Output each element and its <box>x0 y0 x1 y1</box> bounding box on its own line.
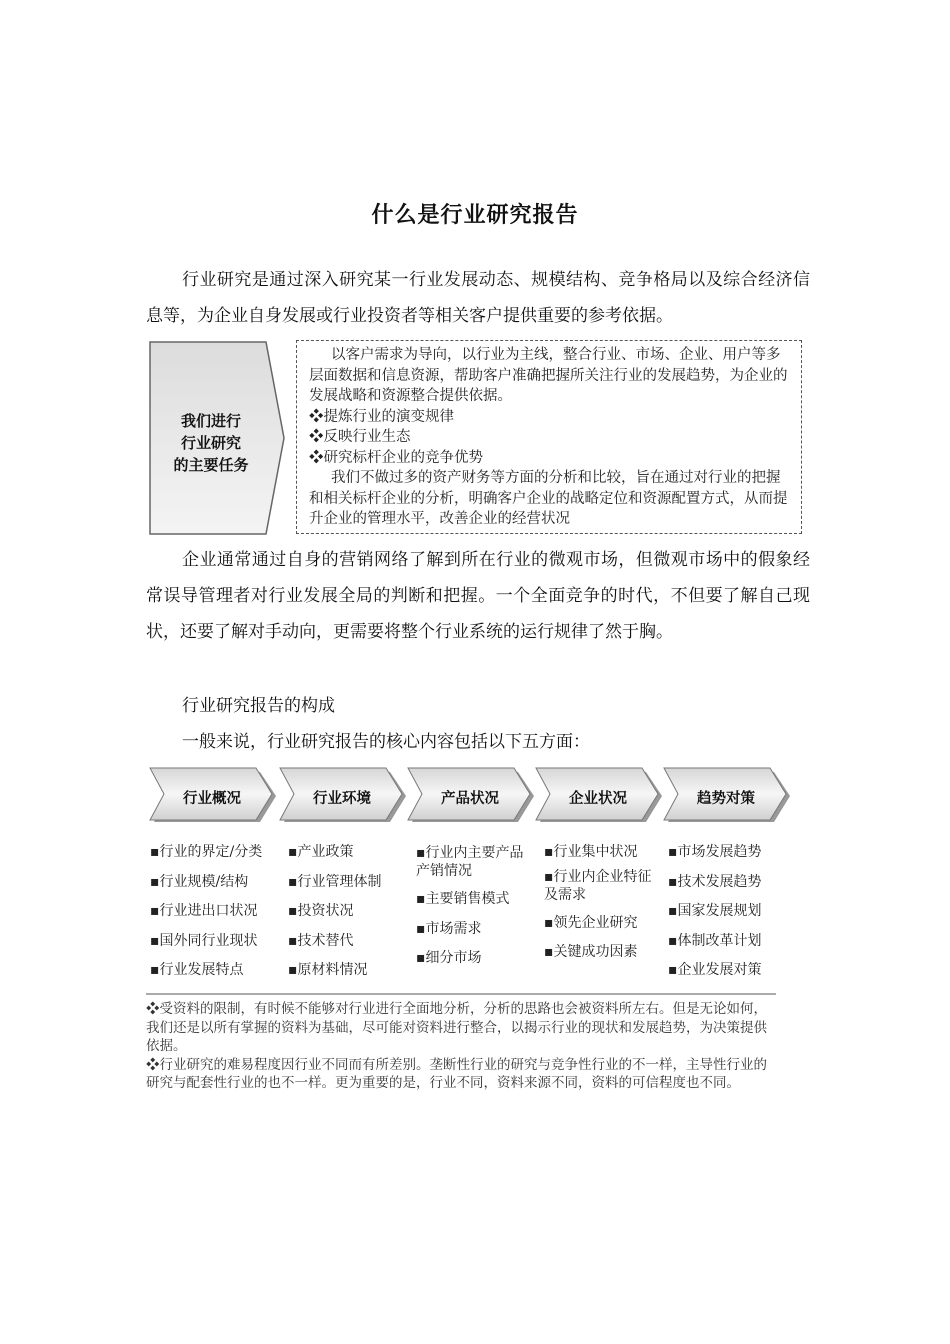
mission-label-line: 行业研究 <box>180 434 241 452</box>
list-item: ▪国家发展规划 <box>668 903 762 919</box>
list-item: ▪市场需求 <box>416 920 482 937</box>
list-item: ▪行业规模/结构 <box>150 873 249 890</box>
component-label: 行业概况 <box>183 791 241 807</box>
list-item: ▪关键成功因素 <box>544 944 638 960</box>
component-items-list <box>416 838 528 974</box>
notes-box <box>146 993 776 1121</box>
body-paragraph: 一般来说，行业研究报告的核心内容包括以下五方面： <box>182 732 590 752</box>
list-item: ▪领先企业研究 <box>544 914 638 931</box>
list-item: ▪行业进出口状况 <box>150 903 258 919</box>
component-label: 企业状况 <box>569 791 627 807</box>
list-item: ▪投资状况 <box>288 903 354 919</box>
list-item: ▪国外同行业现状 <box>150 932 258 949</box>
list-item: ▪主要销售模式 <box>416 891 510 907</box>
page-title: 什么是行业研究报告 <box>371 203 579 228</box>
mission-bullet: ❖研究标杆企业的竞争优势 <box>309 449 483 466</box>
list-item: ▪企业发展对策 <box>668 962 762 978</box>
component-items-list <box>668 838 800 986</box>
body-paragraph: 企业通常通过自身的营销网络了解到所在行业的微观市场，但微观市场中的假象经常误导管理者对行业发展全局的判断和把握。一个全面竞争的时代，不但要了解自己现状，还要了解对手动向，更需要将整个行业系统的运行规律了然于胸。 <box>146 550 810 642</box>
note-paragraph: ❖行业研究的难易程度因行业不同而有所差别。垄断性行业的研究与竞争性行业的不一样，主导性行业的研究与配套性行业的也不一样。更为重要的是，行业不同，资料来源不同，资料的可信程度也不同。 <box>146 1056 767 1091</box>
component-label: 趋势对策 <box>697 791 755 807</box>
mission-closing: 我们不做过多的资产财务等方面的分析和比较，旨在通过对行业的把握和相关标杆企业的分析，明确客户企业的战略定位和资源配置方式，从而提升企业的管理水平，改善企业的经营状况 <box>309 470 788 527</box>
list-item: ▪行业内企业特征及需求 <box>544 868 652 903</box>
list-item: ▪行业的界定/分类 <box>150 844 263 860</box>
list-item: ▪行业发展特点 <box>150 962 244 978</box>
intro-paragraph: 行业研究是通过深入研究某一行业发展动态、规模结构、竞争格局以及综合经济信息等，为企业自身发展或行业投资者等相关客户提供重要的参考依据。 <box>146 270 810 326</box>
list-item: ▪产业政策 <box>288 844 354 860</box>
list-item: ▪技术发展趋势 <box>668 873 762 890</box>
list-item: ▪行业集中状况 <box>544 844 638 860</box>
list-item: ▪行业管理体制 <box>288 873 382 890</box>
section-heading: 行业研究报告的构成 <box>182 696 335 716</box>
component-label: 行业环境 <box>313 791 371 807</box>
component-items-list <box>288 838 420 986</box>
list-item: ▪市场发展趋势 <box>668 844 762 860</box>
list-item: ▪行业内主要产品产销情况 <box>416 845 524 879</box>
mission-description-box <box>296 340 802 534</box>
list-item: ▪体制改革计划 <box>668 932 762 949</box>
list-item: ▪细分市场 <box>416 950 482 966</box>
mission-bullet: ❖反映行业生态 <box>309 429 411 445</box>
note-paragraph: ❖受资料的限制，有时候不能够对行业进行全面地分析，分析的思路也会被资料所左右。但是无论如何，我们还是以所有掌握的资料为基础，尽可能对资料进行整合，以揭示行业的现状和发展趋势，为决策提供依据。 <box>146 1001 767 1054</box>
list-item: ▪原材料情况 <box>288 962 368 978</box>
mission-label <box>150 410 272 476</box>
component-items-list <box>544 838 656 968</box>
component-label: 产品状况 <box>441 791 499 807</box>
list-item: ▪技术替代 <box>288 932 354 949</box>
mission-bullet: ❖提炼行业的演变规律 <box>309 408 454 425</box>
mission-intro: 以客户需求为导向，以行业为主线，整合行业、市场、企业、用户等多层面数据和信息资源，帮助客户准确把握所关注行业的发展趋势，为企业的发展战略和资源整合提供依据。 <box>309 347 788 404</box>
component-items-list <box>150 838 282 986</box>
mission-label-line: 的主要任务 <box>173 456 249 474</box>
mission-label-line: 我们进行 <box>180 412 241 430</box>
